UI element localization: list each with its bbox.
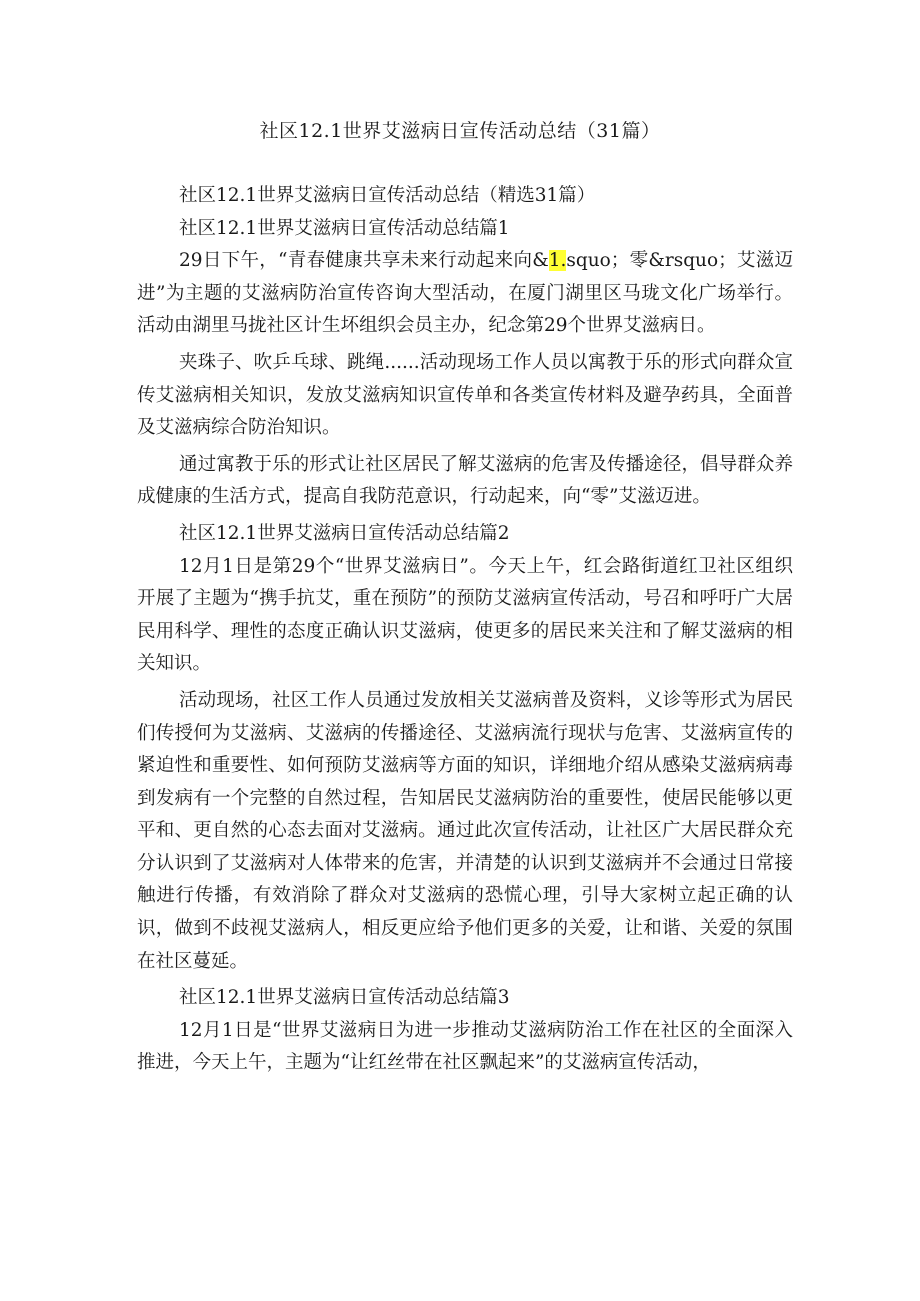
document-subtitle: 社区12.1世界艾滋病日宣传活动总结（精选31篇）: [179, 185, 596, 206]
paragraph-1-3: 通过寓教于乐的形式让社区居民了解艾滋病的危害及传播途径，倡导群众养成健康的生活方式，提高自我防范意识，行动起来，向“零”艾滋迈进。: [137, 453, 793, 508]
paragraph-1-1: [137, 245, 793, 343]
paragraph-3-1: 12月1日是“世界艾滋病日为进一步推动艾滋病防治工作在社区的全面深入推进，今天上午，主题为“让红丝带在社区飘起来”的艾滋病宣传活动，: [137, 1019, 793, 1074]
section-heading-1: 社区12.1世界艾滋病日宣传活动总结篇1: [179, 217, 510, 239]
paragraph-2-2: 活动现场，社区工作人员通过发放相关艾滋病普及资料，义诊等形式为居民们传授何为艾滋病、艾滋病的传播途径、艾滋病流行现状与危害、艾滋病宣传的紧迫性和重要性、如何预防艾滋病等方面的知识，详细地介绍从感染艾滋病病毒到发病有一个完整的自然过程，告知居民艾滋病防治的重要性，使居民能够以更平和、更自然的心态去面对艾滋病。通过此次宣传活动，让社区广大居民群众充分认识到了艾滋病对人体带来的危害，并清楚的认识到艾滋病并不会通过日常接触进行传播，有效消除了群众对艾滋病的恐慌心理，引导大家树立起正确的认识，做到不歧视艾滋病人，相反更应给予他们更多的关爱，让和谐、关爱的氛围在社区蔓延。: [137, 689, 793, 972]
document-body: [137, 180, 793, 1084]
paragraph-1-1-rest: squo；零&rsquo；艾滋迈进”为主题的艾滋病防治宣传咨询大型活动，在厦门湖里区马珑文化广场举行。活动由湖里马拢社区计生坏组织会员主办，纪念第29个世界艾滋病日。: [137, 250, 793, 337]
paragraph-1-2: 夹珠子、吹乒乓球、跳绳......活动现场工作人员以寓教于乐的形式向群众宣传艾滋病相关知识，发放艾滋病知识宣传单和各类宣传材料及避孕药具，全面普及艾滋病综合防治知识。: [137, 351, 793, 439]
highlighted-text: 1.: [548, 250, 567, 272]
paragraph-2-1: 12月1日是第29个“世界艾滋病日”。今天上午，红会路街道红卫社区组织开展了主题为“携手抗艾，重在预防”的预防艾滋病宣传活动，号召和呼吁广大居民用科学、理性的态度正确认识艾滋病，使更多的居民来关注和了解艾滋病的相关知识。: [137, 555, 793, 675]
paragraph-1-1-start: 29日下午，“青春健康共享未来行动起来向&: [179, 250, 549, 272]
section-heading-3: 社区12.1世界艾滋病日宣传活动总结篇3: [179, 987, 510, 1009]
document-title: 社区12.1世界艾滋病日宣传活动总结（31篇）: [259, 120, 661, 142]
section-heading-2: 社区12.1世界艾滋病日宣传活动总结篇2: [179, 522, 510, 544]
